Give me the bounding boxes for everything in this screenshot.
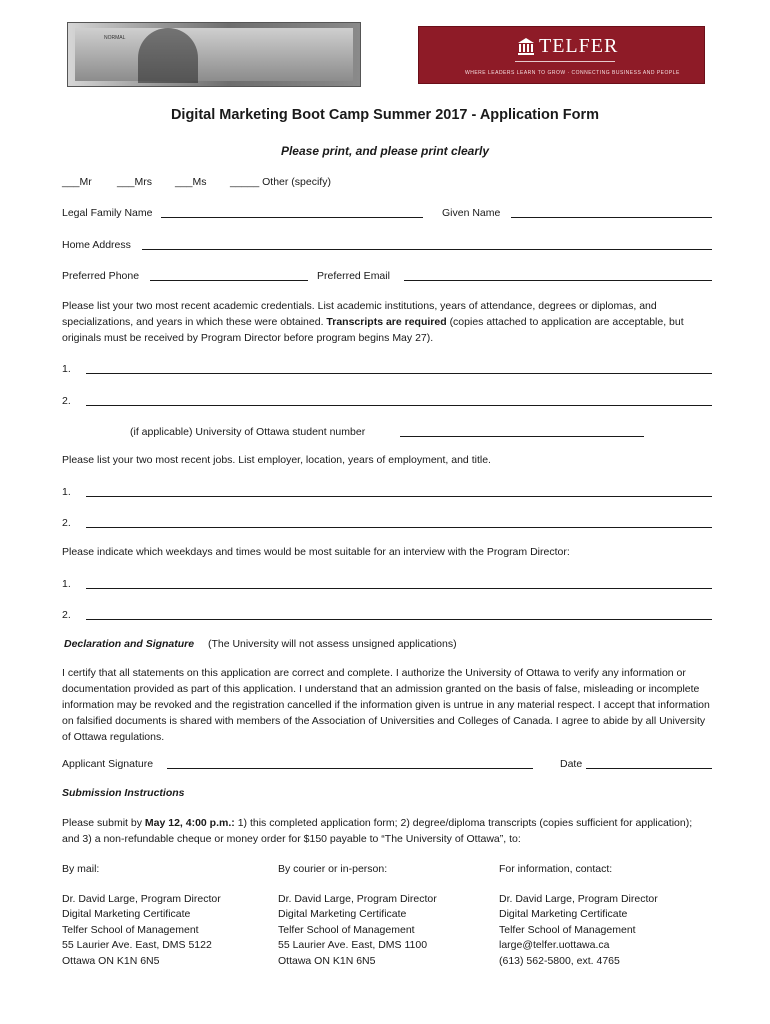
given-name-label: Given Name xyxy=(442,207,501,219)
contact-by-mail xyxy=(62,862,272,969)
date-label: Date xyxy=(560,758,583,770)
person-silhouette xyxy=(138,28,198,83)
building-icon xyxy=(517,37,535,55)
job-item-2-number: 2. xyxy=(62,517,71,529)
contact-heading: For information, contact: xyxy=(499,863,613,875)
academic-item-2-field[interactable] xyxy=(86,395,712,406)
declaration-heading: Declaration and Signature xyxy=(64,638,195,650)
academic-intro: Please list your two most recent academic credentials. List academic institutions, years of attendance, degrees or diplomas, and specializations, and years in which these were obtained. xyxy=(62,300,657,328)
contact-heading: By courier or in-person: xyxy=(278,863,388,875)
academic-item-2-number: 2. xyxy=(62,395,71,407)
contact-line: Ottawa ON K1N 6N5 xyxy=(62,954,160,967)
contact-line: Digital Marketing Certificate xyxy=(278,908,407,920)
student-number-label: (if applicable) University of Ottawa student number xyxy=(130,426,366,438)
salutation-other[interactable]: _____ Other (specify) xyxy=(230,176,331,188)
logo-tagline: WHERE LEADERS LEARN TO GROW · CONNECTING BUSINESS AND PEOPLE xyxy=(465,70,680,76)
contact-by-courier xyxy=(278,862,488,969)
contact-line: 55 Laurier Ave. East, DMS 1100 xyxy=(278,939,428,951)
preferred-email-label: Preferred Email xyxy=(317,270,390,282)
interview-item-1-field[interactable] xyxy=(86,578,712,589)
form-title: Digital Marketing Boot Camp Summer 2017 - Application Form xyxy=(170,107,600,123)
job-item-2-field[interactable] xyxy=(86,517,712,528)
contact-information xyxy=(499,862,714,969)
contact-line: Digital Marketing Certificate xyxy=(62,908,191,920)
given-name-field[interactable] xyxy=(511,207,712,218)
preferred-phone-field[interactable] xyxy=(150,270,308,281)
jobs-instructions: Please list your two most recent jobs. List employer, location, years of employment, and title. xyxy=(62,454,491,466)
contact-line: Telfer School of Management xyxy=(499,923,636,936)
academic-item-1-number: 1. xyxy=(62,363,71,375)
academic-rest: (copies attached to application are acceptable, but originals must be received by Program Director before program begins May 27). xyxy=(62,316,684,344)
logo-rule xyxy=(515,61,615,62)
submission-text: 1) this completed application form; 2) degree/diploma transcripts (copies sufficient for application); and 3) a non-refundable cheque or money order for $150 payable to “The University of Ottawa”, to: xyxy=(62,817,693,845)
applicant-signature-label: Applicant Signature xyxy=(62,758,154,770)
contact-heading: By mail: xyxy=(62,863,100,875)
salutation-ms[interactable]: ___Ms xyxy=(175,176,207,188)
declaration-text: I certify that all statements on this application are correct and complete. I authorize the University of Ottawa to verify any information or documentation provided as part of this application. I understand that an admission granted on the basis of false, misleading or incomplete information may be revoked and the registration cancelled if the information given is untrue in any material respect. I accept that information on falsified documents is shared with members of the Association of Universities and Colleges of Canada. I agree to abide by all University of Ottawa regulations. xyxy=(62,667,710,743)
legal-family-name-label: Legal Family Name xyxy=(62,207,153,219)
job-item-1-field[interactable] xyxy=(86,486,712,497)
contact-line: Ottawa ON K1N 6N5 xyxy=(278,954,376,967)
legal-family-name-field[interactable] xyxy=(161,207,423,218)
preferred-email-field[interactable] xyxy=(404,270,712,281)
telfer-wordmark: TELFER xyxy=(539,35,619,57)
interview-item-1-number: 1. xyxy=(62,578,71,590)
contact-line: Dr. David Large, Program Director xyxy=(278,892,437,905)
contact-line: Digital Marketing Certificate xyxy=(499,908,628,920)
transcripts-required: Transcripts are required xyxy=(326,316,447,328)
home-address-field[interactable] xyxy=(142,239,712,250)
declaration-heading-row xyxy=(64,637,457,653)
salutation-mr[interactable]: ___Mr xyxy=(62,176,92,188)
interview-item-2-number: 2. xyxy=(62,609,71,621)
contact-line: 55 Laurier Ave. East, DMS 5122 xyxy=(62,939,212,951)
form-subtitle: Please print, and please print clearly xyxy=(280,144,490,158)
applicant-signature-field[interactable] xyxy=(167,758,533,769)
contact-line: Telfer School of Management xyxy=(278,923,415,936)
submission-instructions xyxy=(62,815,712,847)
academic-item-1-field[interactable] xyxy=(86,363,712,374)
submission-heading: Submission Instructions xyxy=(62,787,185,799)
interview-instructions: Please indicate which weekdays and times would be most suitable for an interview with the Program Director: xyxy=(62,546,570,558)
contact-phone: (613) 562-5800, ext. 4765 xyxy=(499,954,620,967)
student-number-field[interactable] xyxy=(400,426,644,437)
contact-line: Dr. David Large, Program Director xyxy=(62,892,221,905)
telfer-logo-banner xyxy=(418,26,705,84)
contact-email-link[interactable]: large@telfer.uottawa.ca xyxy=(499,939,610,951)
home-address-label: Home Address xyxy=(62,239,131,251)
submission-deadline: May 12, 4:00 p.m.: xyxy=(144,817,235,829)
job-item-1-number: 1. xyxy=(62,486,71,498)
declaration-note: (The University will not assess unsigned applications) xyxy=(207,638,457,650)
banner-label: NORMAL xyxy=(104,35,126,41)
interview-item-2-field[interactable] xyxy=(86,609,712,620)
contact-line: Dr. David Large, Program Director xyxy=(499,892,658,905)
header-photo-banner xyxy=(67,22,361,87)
salutation-mrs[interactable]: ___Mrs xyxy=(117,176,153,188)
preferred-phone-label: Preferred Phone xyxy=(62,270,140,282)
academic-instructions xyxy=(62,298,712,346)
date-field[interactable] xyxy=(586,758,712,769)
submission-prefix: Please submit by xyxy=(62,817,142,829)
contact-line: Telfer School of Management xyxy=(62,923,199,936)
